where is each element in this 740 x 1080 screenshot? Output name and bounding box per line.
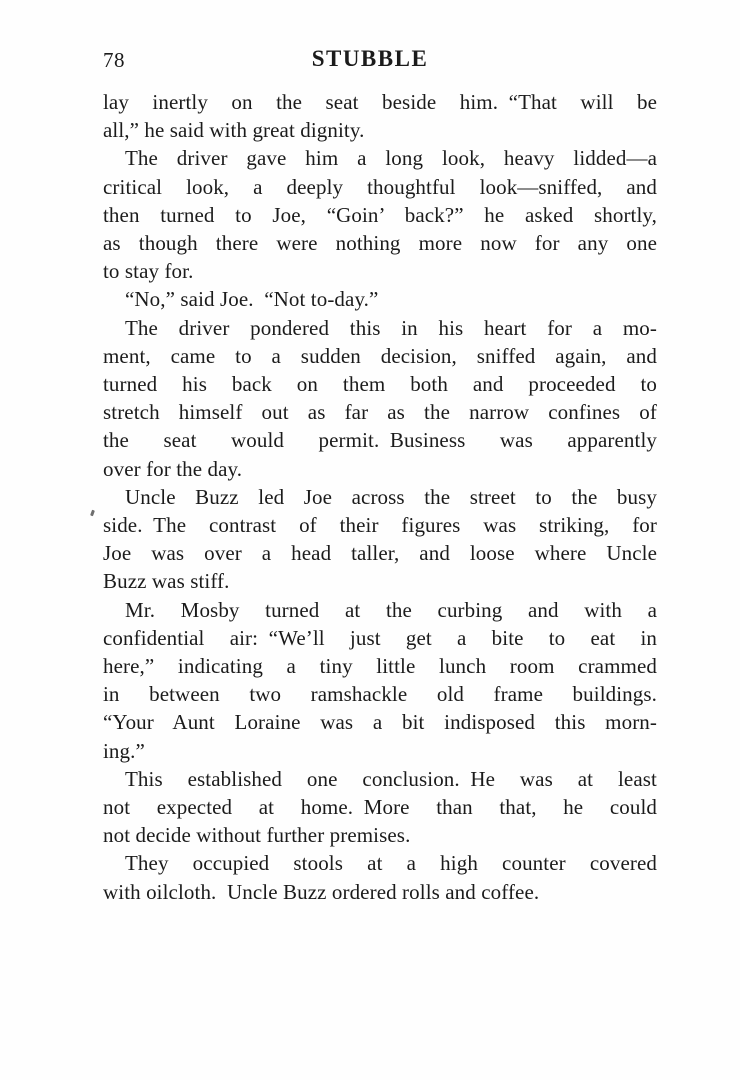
text-line: to stay for. <box>103 259 194 284</box>
text-line: critical look, a deeply thoughtful look—sniffed, and <box>103 174 657 199</box>
text-line: lay inertly on the seat beside him. “That will be <box>103 90 657 114</box>
text-line: This established one conclusion. He was at least <box>125 766 657 791</box>
text-line: They occupied stools at a high counter covered <box>125 851 657 876</box>
text-line: confidential air: “We’ll just get a bite to eat in <box>103 625 657 650</box>
text-line: The driver pondered this in his heart for a mo- <box>125 315 657 340</box>
paragraph <box>103 144 657 285</box>
text-line: turned his back on them both and proceeded to <box>103 372 657 397</box>
paragraph <box>103 596 657 765</box>
paragraph <box>103 765 657 850</box>
text-line: here,” indicating a tiny little lunch room crammed <box>103 654 657 679</box>
paragraph <box>103 849 657 905</box>
text-line: “Your Aunt Loraine was a bit indisposed this morn- <box>103 710 657 735</box>
paragraph <box>103 314 657 483</box>
text-line: Joe was over a head taller, and loose where Uncle <box>103 541 657 566</box>
paragraph <box>103 483 657 596</box>
text-line: “No,” said Joe. “Not to-day.” <box>125 287 379 312</box>
text-line: as though there were nothing more now for any one <box>103 231 657 256</box>
page-number: 78 <box>103 48 125 72</box>
text-line: in between two ramshackle old frame buildings. <box>103 682 657 707</box>
paragraph <box>103 88 657 144</box>
text-line: all,” he said with great dignity. <box>103 118 365 143</box>
text-line: side. The contrast of their figures was striking, for <box>103 513 657 538</box>
text-line: Mr. Mosby turned at the curbing and with a <box>125 597 657 622</box>
text-block <box>103 88 657 906</box>
text-line: then turned to Joe, “Goin’ back?” he asked shortly, <box>103 202 657 227</box>
text-line: stretch himself out as far as the narrow confines of <box>103 400 657 425</box>
text-line: Buzz was stiff. <box>103 569 230 594</box>
text-line: ing.” <box>103 738 145 763</box>
text-line: not decide without further premises. <box>103 823 411 848</box>
running-head <box>0 46 740 76</box>
text-line: over for the day. <box>103 456 243 481</box>
scan-artifact-speck <box>90 510 95 517</box>
paragraph <box>103 285 657 313</box>
text-line: The driver gave him a long look, heavy lidded—a <box>125 146 657 171</box>
text-line: with oilcloth. Uncle Buzz ordered rolls and coffee. <box>103 879 540 904</box>
text-line: Uncle Buzz led Joe across the street to the busy <box>125 484 657 509</box>
text-line: the seat would permit. Business was apparently <box>103 428 657 453</box>
text-line: not expected at home. More than that, he could <box>103 795 657 820</box>
running-title: STUBBLE <box>311 46 429 71</box>
text-line: ment, came to a sudden decision, sniffed again, and <box>103 343 657 368</box>
